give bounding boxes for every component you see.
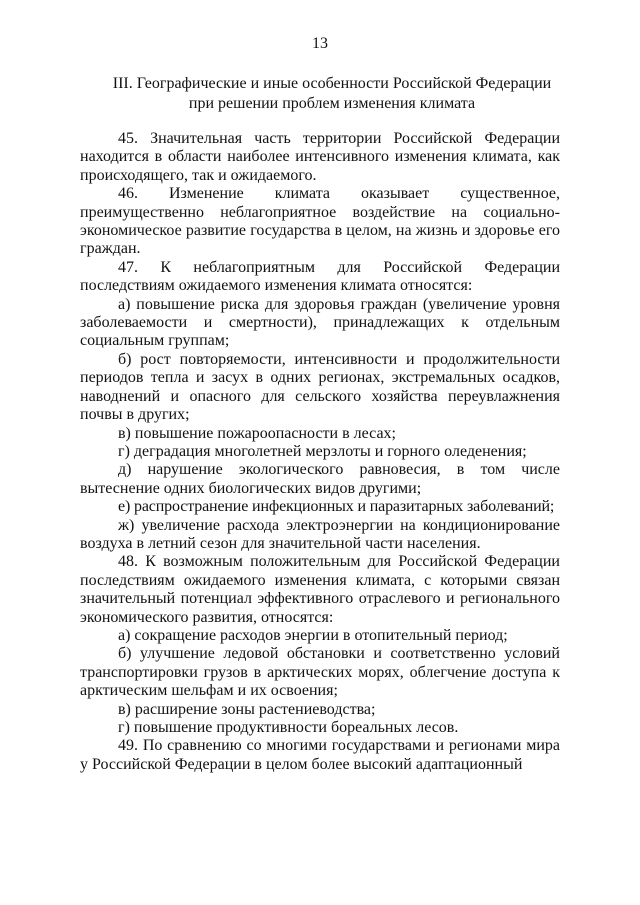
paragraph-47-zh: ж) увеличение расхода электроэнергии на кондиционирование воздуха в летний сезон для значительной части населения. — [80, 516, 560, 552]
section-heading — [80, 74, 584, 114]
paragraph-47-g: г) деградация многолетней мерзлоты и горного оледенения; — [118, 442, 527, 460]
section-heading-line-1: III. Географические и иные особенности Российской Федерации — [112, 75, 552, 92]
paragraph-48-b: б) улучшение ледовой обстановки и соответственно условий транспортировки грузов в арктических морях, облегчение доступа к арктическим шельфам и их освоения; — [80, 645, 560, 700]
paragraph-47: 47. К неблагоприятным для Российской Федерации последствиям ожидаемого изменения климата относятся: — [80, 258, 560, 295]
paragraph-49: 49. По сравнению со многими государствами и регионами мира у Российской Федерации в целом более высокий адаптационный — [80, 737, 560, 773]
paragraph-46: 46. Изменение климата оказывает существенное, преимущественно неблагоприятное воздействие на социально-экономическое развитие государства в целом, на жизнь и здоровье его граждан. — [80, 185, 560, 258]
paragraph-47-e: е) распространение инфекционных и паразитарных заболеваний; — [118, 498, 555, 516]
paragraph-48-a: а) сокращение расходов энергии в отопительный период; — [118, 626, 508, 644]
paragraph-48-g: г) повышение продуктивности бореальных лесов. — [118, 719, 459, 736]
paragraph-48-v: в) расширение зоны растениеводства; — [118, 700, 376, 718]
paragraph-47-b: б) рост повторяемости, интенсивности и продолжительности периодов тепла и засух в одних регионах, экстремальных осадков, наводнений и опасного для сельского хозяйства переувлажнения почвы в других; — [80, 350, 560, 424]
section-heading-line-2: при решении проблем изменения климата — [188, 95, 476, 112]
paragraph-45: 45. Значительная часть территории Российской Федерации находится в области наиболее интенсивного изменения климата, как происходящего, так и ожидаемого. — [80, 130, 560, 184]
paragraph-47-a: а) повышение риска для здоровья граждан (увеличение уровня заболеваемости и смертности), принадлежащих к отдельным социальным группам; — [80, 295, 560, 350]
page-number: 13 — [312, 35, 328, 52]
document-body — [80, 130, 560, 774]
paragraph-48: 48. К возможным положительным для Российской Федерации последствиям ожидаемого изменения климата, с которыми связан значительный потенциал эффективного отраслевого и регионального экономического развития, относятся: — [80, 553, 560, 626]
paragraph-47-v: в) повышение пожароопасности в лесах; — [118, 424, 396, 442]
paragraph-47-d: д) нарушение экологического равновесия, в том числе вытеснение одних биологических видов другими; — [80, 461, 560, 497]
